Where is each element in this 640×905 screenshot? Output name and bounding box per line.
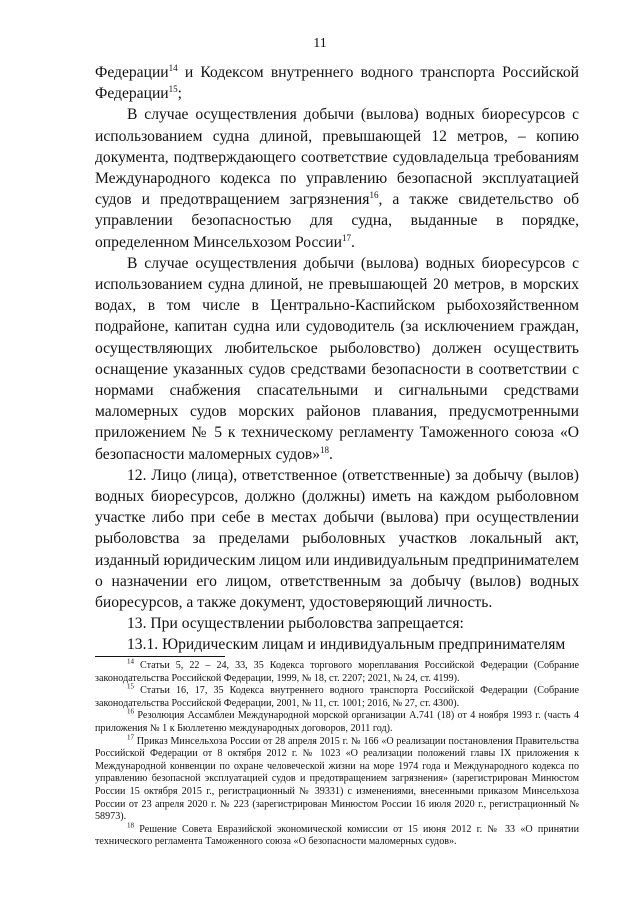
paragraph-3: В случае осуществления добычи (вылова) водных биоресурсов с использованием судна длиной, не превышающей 20 метров, в морских водах, в том числе в Центрально-Каспийском рыбохозяйственном подрайоне, капитан судна или судоводитель (за исключением граждан, осуществляющих любительское рыболовство) должен осуществить оснащение указанных судов средствами безопасности в соответствии с нормами снабжения спасательными и сигнальными средствами маломерных судов морских районов плавания, предусмотренными приложением № 5 к техническому регламенту Таможенного союза «О безопасности маломерных судов»$^{18}$. — [95, 254, 579, 463]
footnote-18: $^{18}$ Решение Совета Евразийской экономической комиссии от 15 июня 2012 г. № 33 «О принятии технического регламента Таможенного союза «О безопасности маломерных судов». — [95, 821, 579, 848]
footnote-16: $^{16}$ Резолюция Ассамблеи Международной морской организации А.741 (18) от 4 ноября 1993 г. (часть 4 приложения № 1 к Бюллетеню международных договоров, 2011 год). — [95, 708, 579, 734]
footnote-separator — [95, 656, 225, 657]
footnote-15: $^{15}$ Статьи 16, 17, 35 Кодекса внутреннего водного транспорта Российской Федерации (Собрание законодательства Российской Федерации, 2001, № 11, ст. 1001; 2016, № 27, ст. 4300). — [95, 682, 579, 709]
body-text — [95, 62, 579, 656]
footnote-ref-17: 17 — [342, 232, 351, 243]
footnote-ref-18: 18 — [320, 444, 330, 455]
paragraph-1: Федерации$^{14}$ и Кодексом внутреннего водного транспорта Российской Федерации$^{15}$; — [95, 62, 579, 103]
footnotes — [95, 657, 579, 849]
paragraph-5: 13. При осуществлении рыболовства запрещается: — [127, 615, 464, 633]
paragraph-6: 13.1. Юридическим лицам и индивидуальным предпринимателям — [127, 636, 566, 654]
footnote-ref-14: 14 — [168, 62, 178, 73]
page-number: 11 — [313, 36, 327, 51]
footnote-14: $^{14}$ Статьи 5, 22 – 24, 33, 35 Кодекса торгового мореплавания Российской Федерации (Собрание законодательства Российской Федерации, 1999, № 18, ст. 2207; 2021, № 24, ст. 4199). — [95, 657, 579, 684]
paragraph-4: 12. Лицо (лица), ответственное (ответственные) за добычу (вылов) водных биоресурсов, должно (должны) иметь на каждом рыболовном участке либо при себе в местах добычи (вылова) при осуществлении рыболовства за пределами рыболовных участков локальный акт, изданный юридическим лицом или индивидуальным предпринимателем о назначении его лицом, ответственным за добычу (вылов) водных биоресурсов, а также документ, удостоверяющий личность. — [95, 466, 579, 612]
paragraph-2: В случае осуществления добычи (вылова) водных биоресурсов с использованием судна длиной, превышающей 12 метров, – копию документа, подтверждающего соответствие судовладельца требованиям Международного кодекса по управлению безопасной эксплуатацией судов и предотвращением загрязнения$^{16}$, а также свидетельство об управлении безопасностью для судна, выданные в порядке, определенном Минсельхозом России$^{17}$. — [95, 106, 579, 251]
footnote-17: $^{17}$ Приказ Минсельхоза России от 28 апреля 2015 г. № 166 «О реализации постановления Правительства Российской Федерации от 8 октября 2012 г. № 1023 «О реализации положений главы IX приложения к Международной конвенции по охране человеческой жизни на море 1974 года и Международного кодекса по управлению безопасной эксплуатацией судов и предотвращением загрязнения» (зарегистрирован Минюстом России 15 октября 2015 г., регистрационный № 39331) с изменениями, внесенными приказом Минсельхоза России от 23 апреля 2020 г. № 223 (зарегистрирован Минюстом России 16 июля 2020 г., регистрационный № 58973). — [95, 733, 579, 823]
footnote-ref-15: 15 — [168, 84, 178, 95]
footnote-ref-16: 16 — [369, 190, 379, 201]
